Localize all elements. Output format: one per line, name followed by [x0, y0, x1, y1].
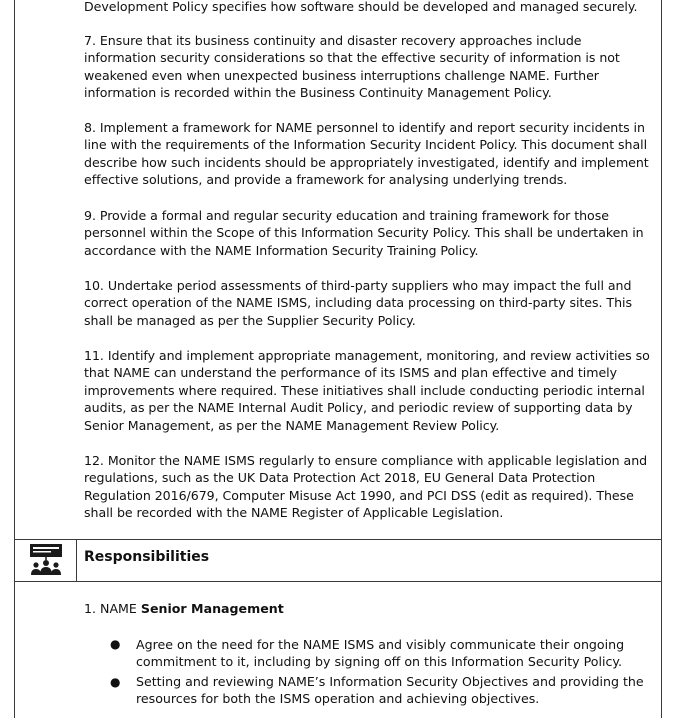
paragraph-7: 7. Ensure that its business continuity and disaster recovery approaches include information security considerations so that the effective security of information is not weakened even when unexpected business interruptions challenge NAME. Further information is recorded within the Business Continuity Management Policy.	[84, 33, 620, 101]
item-prefix: 1. NAME	[84, 601, 141, 616]
senior-management-item	[84, 601, 284, 616]
paragraph-8: 8. Implement a framework for NAME personnel to identify and report security incidents in line with the requirements of the Information Security Incident Policy. This document shall describe how such incidents should be appropriately investigated, identify and implement effective solutions, and provide a framework for analysing underlying trends.	[84, 120, 649, 188]
bullet-item-2: Setting and reviewing NAME’s Information Security Objectives and providing the resources for both the ISMS operation and achieving objectives.	[136, 674, 644, 707]
bullet-icon: ●	[110, 675, 121, 689]
bullet-item-1: Agree on the need for the NAME ISMS and visibly communicate their ongoing commitment to it, including by signing off on this Information Security Policy.	[136, 637, 625, 670]
bullet-icon: ●	[110, 637, 121, 651]
paragraph-12: 12. Monitor the NAME ISMS regularly to ensure compliance with applicable legislation and regulations, such as the UK Data Protection Act 2018, EU General Data Protection Regulation 2016/679, Computer Misuse Act 1990, and PCI DSS (edit as required). These shall be recorded with the NAME Register of Applicable Legislation.	[84, 453, 648, 521]
paragraph-11: 11. Identify and implement appropriate management, monitoring, and review activities so that NAME can understand the performance of its ISMS and plan effective and timely improvements where required. These initiatives shall include conducting periodic internal audits, as per the NAME Internal Audit Policy, and periodic review of supporting data by Senior Management, as per the NAME Management Review Policy.	[84, 348, 650, 433]
paragraph-9: 9. Provide a formal and regular security education and training framework for those personnel within the Scope of this Information Security Policy. This shall be undertaken in accordance with the NAME Information Security Training Policy.	[84, 208, 644, 258]
section-icon-divider	[76, 539, 77, 582]
paragraph-6-tail: Development Policy specifies how software should be developed and managed securely.	[84, 0, 638, 14]
responsibilities-heading: Responsibilities	[84, 549, 210, 565]
team-presentation-icon	[28, 542, 64, 578]
paragraph-10: 10. Undertake period assessments of third-party suppliers who may impact the full and correct operation of the NAME ISMS, including data processing on third-party sites. This shall be managed as per the Supplier Security Policy.	[84, 278, 632, 328]
item-title: Senior Management	[140, 601, 284, 616]
section-divider-bottom	[14, 581, 661, 582]
section-divider-top	[14, 539, 661, 540]
